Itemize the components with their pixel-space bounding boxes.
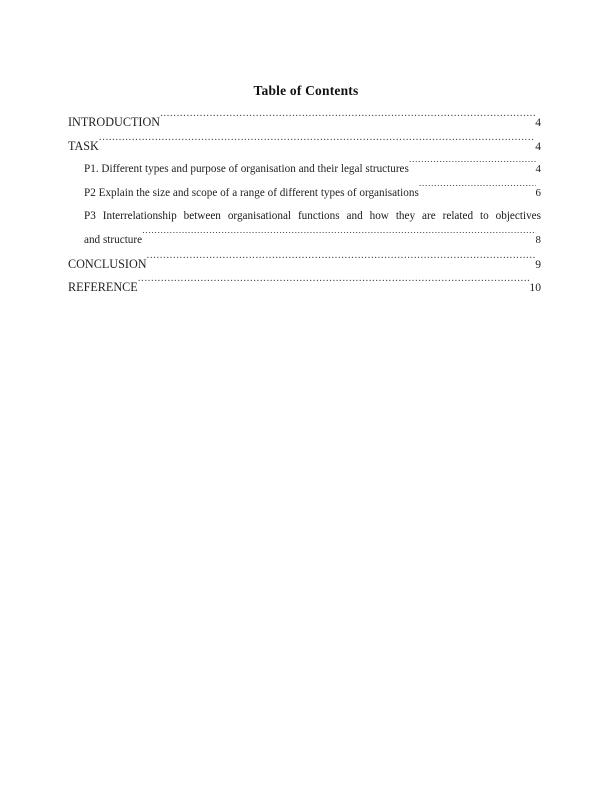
toc-entry-label: INTRODUCTION	[68, 115, 161, 129]
table-of-contents-list	[68, 111, 541, 300]
dot-leader	[99, 137, 535, 149]
toc-entry-page-number: 8	[535, 233, 541, 246]
dot-leader	[147, 255, 536, 267]
toc-entry-label: P2 Explain the size and scope of a range of different types of organisations	[84, 186, 419, 199]
toc-entry-p3[interactable]	[68, 205, 541, 252]
toc-entry-reference[interactable]	[68, 276, 541, 300]
toc-entry-label: TASK	[68, 138, 99, 153]
toc-entry-page-number: 9	[535, 257, 541, 271]
dot-leader	[138, 279, 530, 291]
toc-entry-page-number: 6	[535, 186, 541, 199]
dot-leader	[419, 185, 536, 196]
toc-entry-label: P1. Different types and purpose of organisation and their legal structures	[84, 163, 409, 176]
toc-entry-conclusion[interactable]	[68, 253, 541, 277]
toc-entry-introduction[interactable]	[68, 111, 541, 135]
toc-entry-p2[interactable]	[68, 182, 541, 206]
toc-entry-page-number: 4	[535, 163, 541, 176]
dot-leader	[160, 114, 535, 126]
toc-entry-page-number: 10	[529, 281, 541, 295]
toc-entry-p3-tail	[84, 229, 541, 253]
toc-entry-task[interactable]	[68, 135, 541, 159]
dot-leader	[142, 232, 535, 243]
toc-entry-label-line2: and structure	[84, 233, 143, 246]
page-title: Table of Contents	[253, 83, 359, 98]
toc-entry-label-line1: P3 Interrelationship between organisational functions and how they are related to objectives	[84, 210, 541, 223]
toc-entry-page-number: 4	[535, 116, 541, 129]
toc-entry-p1[interactable]	[68, 158, 541, 182]
toc-entry-label: REFERENCE	[68, 280, 138, 295]
toc-entry-label: CONCLUSION	[68, 256, 147, 271]
dot-leader	[409, 161, 536, 172]
toc-entry-page-number: 4	[535, 139, 541, 153]
